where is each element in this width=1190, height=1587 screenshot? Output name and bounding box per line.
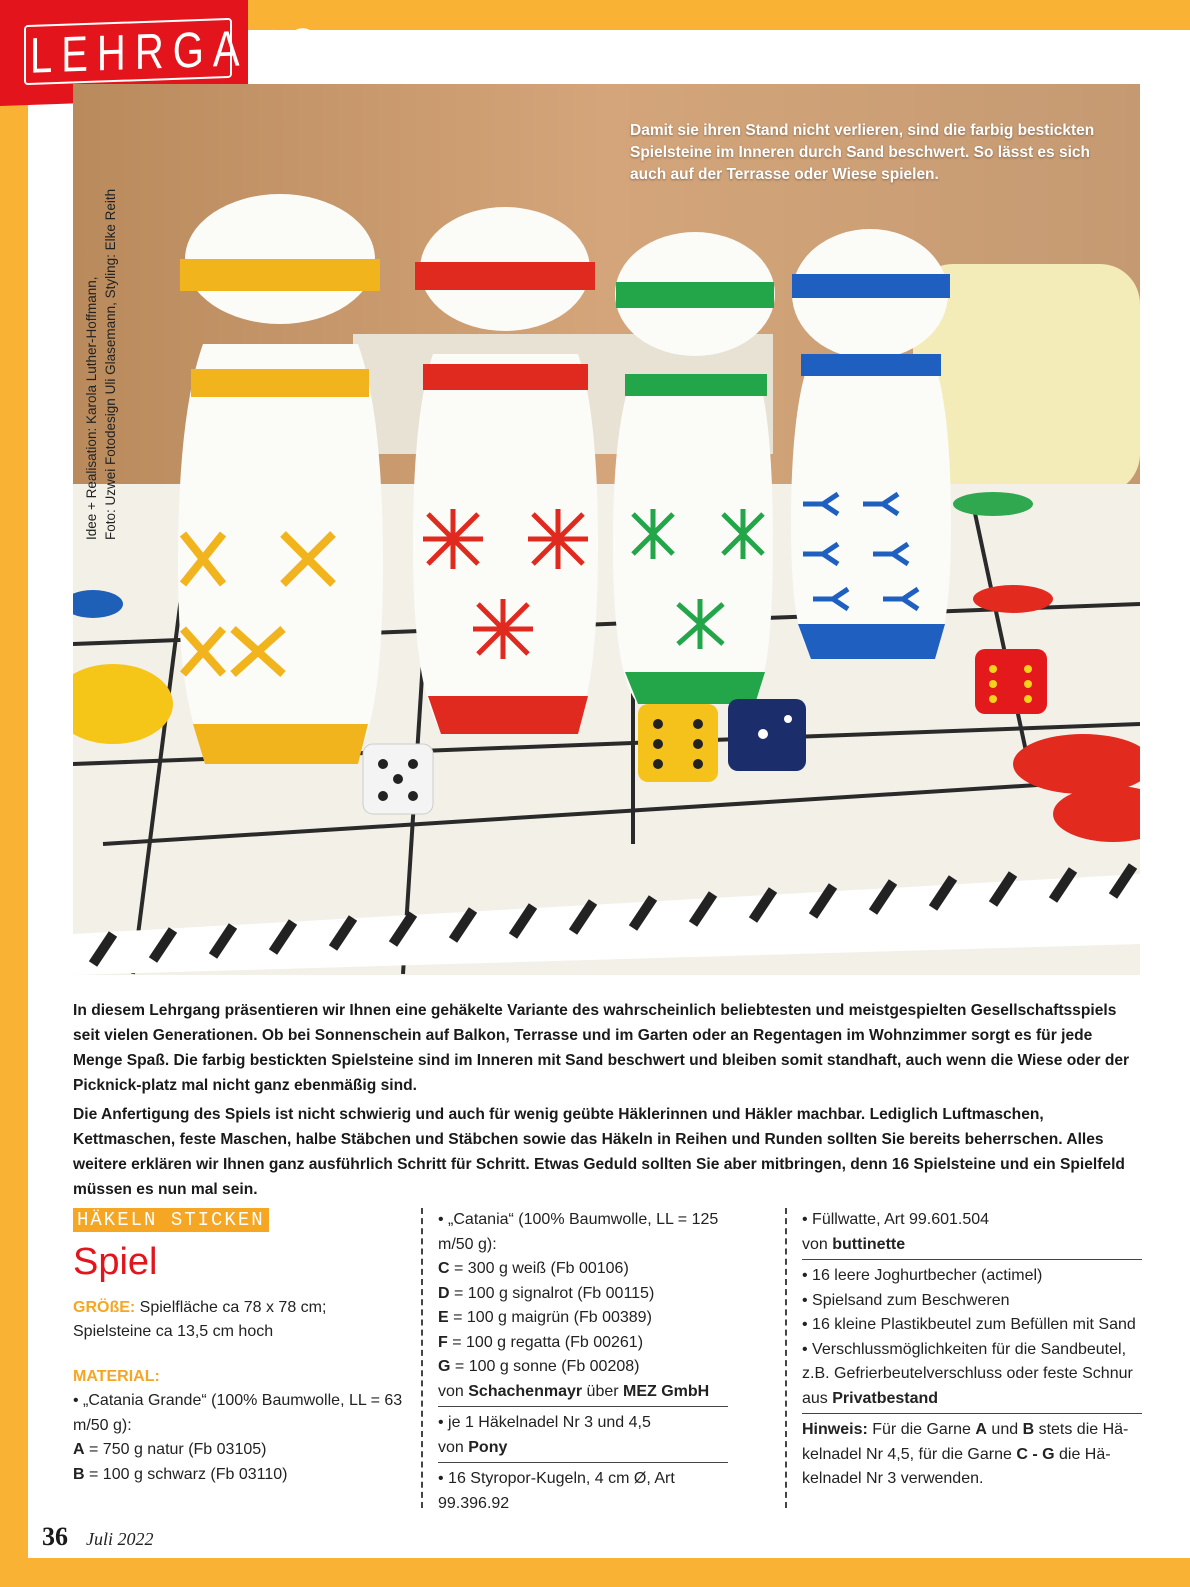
section-tag-label: LEHRGANG [30,18,327,84]
yarn-e: E = 100 g maigrün (Fb 00389) [438,1309,652,1326]
hint-text: Hinweis: Für die Garne A und B stets die Hä-kelnadel Nr 4,5, für die Garne C - G die Hä-kelnadel Nr 3 verwenden. [802,1421,1129,1487]
page-footer [42,1522,154,1552]
source-schachenmayr: von Schachenmayr über MEZ GmbH [438,1380,728,1408]
size-label: GRÖßE: [73,1298,136,1316]
info-column-3 [802,1208,1142,1492]
column-divider-2 [785,1208,787,1508]
photo-illustration [73,84,1140,975]
category-badge: HÄKELN STICKEN [73,1208,269,1232]
yarn-a: A = 750 g natur (Fb 03105) [73,1441,267,1458]
play-sand: • Spielsand zum Beschweren [802,1291,1010,1309]
yarn-d: D = 100 g signalrot (Fb 00115) [438,1284,655,1302]
intro-paragraph-1: In diesem Lehrgang präsentieren wir Ihnen eine gehäkelte Variante des wahrscheinlich beliebtesten und meistgespielten Gesellschaftsspiels seit vielen Generationen. Ob bei Sonnenschein auf Balkon, Terrasse und im Garten oder an Regentagen im Wohnzimmer sorgt es für jede Menge Spaß. Die farbig bestickten Spielsteine sind im Inneren mit Sand beschwert und bleiben somit standhaft, auch wenn die Wiese oder der Picknick-platz mal nicht ganz ebenmäßig sind. [73,1002,1130,1094]
issue-date: Juli 2022 [86,1529,154,1549]
page-number: 36 [42,1522,68,1551]
material-yarn-1: • „Catania Grande“ (100% Baumwolle, LL = 63 m/50 g): [73,1392,403,1434]
intro-text [73,998,1140,1202]
intro-paragraph-2: Die Anfertigung des Spiels ist nicht schwierig und auch für wenig geübte Häklerinnen und Häkler machbar. Lediglich Luftmaschen, Kettmaschen, feste Maschen, halbe Stäbchen und Stäbchen sowie das Häkeln in Reihen und Runden sollten Sie bereits beherrschen. Alles weitere erklären wir Ihnen ganz ausführlich Schritt für Schritt. Etwas Geduld sollten Sie aber mitbringen, denn 16 Spielsteine und ein Spielfeld müssen es nun mal sein. [73,1106,1125,1198]
project-title: Spiel [73,1240,158,1283]
hero-photo [73,84,1140,975]
size-text: Spielfläche ca 78 x 78 cm; Spielsteine ca 13,5 cm hoch [73,1298,327,1340]
photo-credit [82,120,120,540]
info-column-1 [73,1208,403,1487]
bag-closures: • Verschlussmöglichkeiten für die Sandbeutel, z.B. Gefrierbeutelverschluss oder feste Schnur [802,1340,1133,1382]
photo-caption: Damit sie ihren Stand nicht verlieren, sind die farbig bestickten Spielsteine im Inneren durch Sand beschwert. So lässt es sich auch auf der Terrasse oder Wiese spielen. [630,122,1095,183]
source-private: aus Privatbestand [802,1387,1142,1415]
yarn-g: G = 100 g sonne (Fb 00208) [438,1358,640,1375]
info-column-2 [438,1208,728,1516]
column-divider-1 [421,1208,423,1508]
hook-info: • je 1 Häkelnadel Nr 3 und 4,5 [438,1414,651,1431]
yogurt-cups: • 16 leere Joghurtbecher (actimel) [802,1267,1043,1284]
source-buttinette: von buttinette [802,1233,1142,1261]
stuffing-info: • Füllwatte, Art 99.601.504 [802,1211,990,1228]
yarn-b: B = 100 g schwarz (Fb 03110) [73,1465,288,1483]
credit-line-1: Idee + Realisation: Karola Luther-Hoffmann, [84,276,99,540]
plastic-bags: • 16 kleine Plastikbeutel zum Befüllen mit Sand [802,1316,1136,1333]
source-pony: von Pony [438,1436,728,1464]
material-yarn-2: • „Catania“ (100% Baumwolle, LL = 125 m/50 g): [438,1211,719,1253]
bottom-bar [0,1558,1190,1587]
styrofoam-balls: • 16 Styropor-Kugeln, 4 cm Ø, Art 99.396.92 [438,1470,675,1512]
yarn-f: F = 100 g regatta (Fb 00261) [438,1333,644,1351]
credit-line-2: Foto: Uzwei Fotodesign Uli Glasemann, Styling: Elke Reith [103,188,118,540]
yarn-c: C = 300 g weiß (Fb 00106) [438,1260,629,1277]
material-label: MATERIAL: [73,1367,160,1385]
size-info [73,1296,403,1345]
